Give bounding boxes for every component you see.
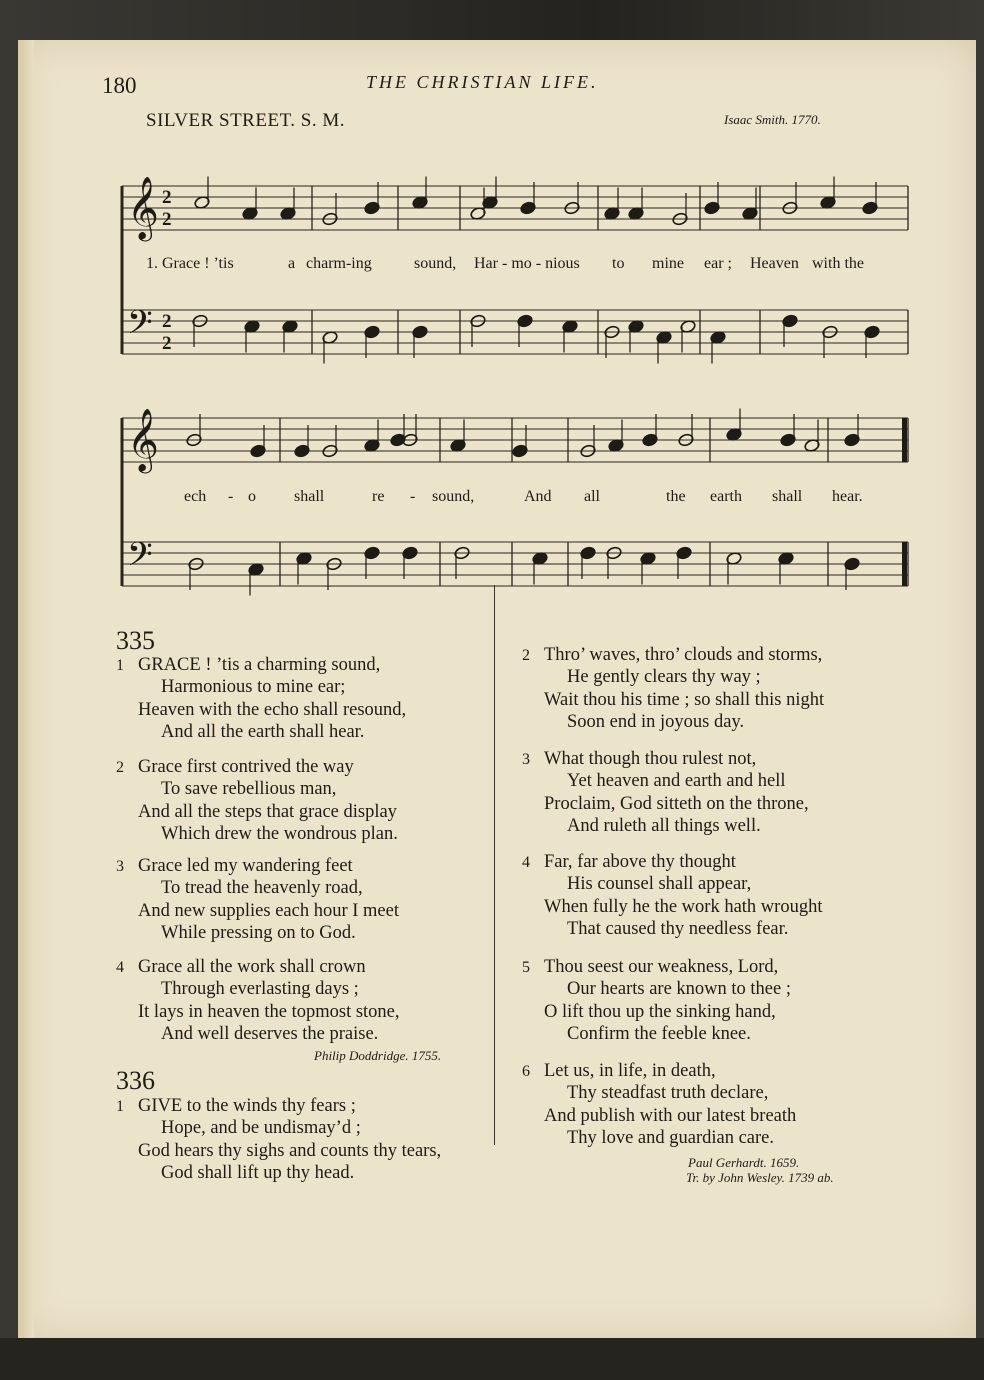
verse-line: Grace all the work shall crown xyxy=(138,957,366,977)
verse-line: While pressing on to God. xyxy=(161,923,356,944)
verse-line: And publish with our latest breath xyxy=(544,1105,797,1126)
lyric-syllable: mine xyxy=(652,255,684,272)
verse-line: Wait thou his time ; so shall this night xyxy=(544,689,825,710)
verse-number: 3 xyxy=(116,858,124,875)
verse-line: Harmonious to mine ear; xyxy=(161,677,346,698)
verse-line: Proclaim, God sitteth on the throne, xyxy=(544,793,809,814)
lyric-syllable: all xyxy=(584,488,600,505)
verse-number: 3 xyxy=(522,751,530,768)
lyric-syllable: ear ; xyxy=(704,255,732,272)
treble-clef-icon: 𝄞 xyxy=(127,176,159,239)
lyric-syllable: earth xyxy=(710,488,742,505)
verse-line: Let us, in life, in death, xyxy=(544,1061,716,1081)
page-number: 180 xyxy=(102,73,137,98)
running-title: THE CHRISTIAN LIFE. xyxy=(366,72,599,92)
verse-line: GIVE to the winds thy fears ; xyxy=(138,1096,356,1116)
hymn-number: 336 xyxy=(116,1066,155,1095)
lyric-syllable: And xyxy=(524,488,552,505)
lyric-syllable: Heaven xyxy=(750,255,799,272)
verse-line: He gently clears thy way ; xyxy=(567,667,761,688)
verse-line: When fully he the work hath wrought xyxy=(544,896,823,917)
verse-line: Yet heaven and earth and hell xyxy=(567,771,786,792)
lyric-syllable: 1. Grace ! ’tis xyxy=(146,255,234,272)
verse-line: Our hearts are known to thee ; xyxy=(567,979,791,1000)
time-signature: 2 xyxy=(162,333,172,354)
verse-number: 6 xyxy=(522,1063,530,1080)
verse-line: What though thou rulest not, xyxy=(544,749,757,769)
verse-line: Thou seest our weakness, Lord, xyxy=(544,957,779,977)
lyric-syllable: - xyxy=(228,488,234,505)
lyric-syllable: - xyxy=(410,488,416,505)
verse-line: O lift thou up the sinking hand, xyxy=(544,1001,776,1022)
lyric-syllable: Har - mo - nious xyxy=(474,255,580,272)
hymn-number: 335 xyxy=(116,626,155,655)
verse-line: Thro’ waves, thro’ clouds and storms, xyxy=(544,645,823,665)
verse-line: Which drew the wondrous plan. xyxy=(161,824,398,845)
hymn-attribution: Paul Gerhardt. 1659. xyxy=(688,1155,800,1170)
page-bottom-edge xyxy=(0,1338,984,1380)
verse-line: And new supplies each hour I meet xyxy=(138,900,399,921)
lyric-syllable: sound, xyxy=(432,488,475,505)
music-score xyxy=(0,0,984,640)
tune-name: SILVER STREET. S. M. xyxy=(146,110,345,131)
treble-clef-icon: 𝄞 xyxy=(127,408,159,471)
verse-line: To tread the heavenly road, xyxy=(161,878,363,899)
verse-line: Confirm the feeble knee. xyxy=(567,1024,751,1045)
verse-number: 4 xyxy=(116,959,124,976)
verse-number: 1 xyxy=(116,1098,124,1115)
lyric-syllable: charm-ing xyxy=(306,255,372,272)
verse-line: Heaven with the echo shall resound, xyxy=(138,699,407,720)
verse-line: And ruleth all things well. xyxy=(567,816,761,837)
verse-line: Grace first contrived the way xyxy=(138,757,354,777)
final-barline xyxy=(902,542,907,586)
verse-line: And all the steps that grace display xyxy=(138,801,397,822)
lyric-syllable: with the xyxy=(812,255,864,272)
time-signature: 2 xyxy=(162,187,172,208)
time-signature: 2 xyxy=(162,311,172,332)
verse-line: Thy love and guardian care. xyxy=(567,1128,775,1149)
lyric-syllable: ech xyxy=(184,488,207,505)
verse-line: GRACE ! ’tis a charming sound, xyxy=(138,655,381,675)
column-divider xyxy=(494,585,495,1145)
bass-clef-icon: 𝄢 xyxy=(127,536,153,582)
lyric-syllable: re xyxy=(372,488,385,505)
verse-line: Soon end in joyous day. xyxy=(567,712,745,733)
lyric-syllable: shall xyxy=(772,488,803,505)
verse-line: Through everlasting days ; xyxy=(161,979,359,1000)
hymn-attribution: Tr. by John Wesley. 1739 ab. xyxy=(686,1170,834,1185)
verse-line: It lays in heaven the topmost stone, xyxy=(138,1001,400,1022)
lyric-syllable: to xyxy=(612,255,625,272)
lyric-syllable: shall xyxy=(294,488,325,505)
verse-line: And all the earth shall hear. xyxy=(161,722,365,743)
verse-number: 1 xyxy=(116,657,124,674)
verse-line: Hope, and be undismay’d ; xyxy=(161,1118,361,1139)
verse-line: God shall lift up thy head. xyxy=(161,1163,355,1184)
verse-line: That caused thy needless fear. xyxy=(567,919,789,940)
final-barline xyxy=(902,418,907,462)
time-signature: 2 xyxy=(162,209,172,230)
lyric-syllable: o xyxy=(248,488,256,505)
verse-line: To save rebellious man, xyxy=(161,779,337,800)
lyric-syllable: the xyxy=(666,488,686,505)
verse-number: 5 xyxy=(522,959,530,976)
lyric-syllable: sound, xyxy=(414,255,457,272)
verse-line: And well deserves the praise. xyxy=(161,1024,379,1045)
verse-number: 4 xyxy=(522,854,530,871)
verse-line: Grace led my wandering feet xyxy=(138,856,353,876)
verse-line: His counsel shall appear, xyxy=(567,874,752,895)
verse-line: Thy steadfast truth declare, xyxy=(567,1083,769,1104)
verse-number: 2 xyxy=(522,647,530,664)
lyric-syllable: a xyxy=(288,255,296,272)
verse-number: 2 xyxy=(116,759,124,776)
lyric-syllable: hear. xyxy=(832,488,863,505)
hymn-attribution: Philip Doddridge. 1755. xyxy=(314,1048,442,1063)
verse-line: Far, far above thy thought xyxy=(544,852,736,872)
verse-line: God hears thy sighs and counts thy tears, xyxy=(138,1140,442,1161)
tune-composer: Isaac Smith. 1770. xyxy=(724,112,821,127)
bass-clef-icon: 𝄢 xyxy=(127,304,153,350)
